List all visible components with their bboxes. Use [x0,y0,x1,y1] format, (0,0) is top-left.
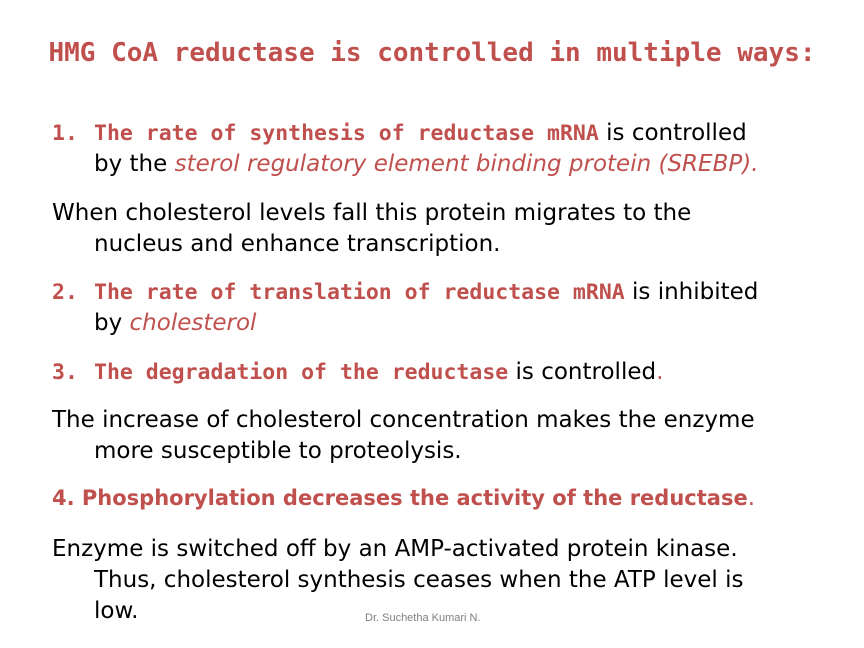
point-3-dot: . [656,359,664,385]
point-3-rest: is controlled [508,359,657,385]
point-1-number: 1. [52,121,78,146]
point-3-note [52,405,842,467]
point-4-dot: . [747,485,755,511]
point-1-note-line1: When cholesterol levels fall this protein migrates to the [52,200,692,226]
point-4 [52,483,842,514]
point-3-note-line1: The increase of cholesterol concentration makes the enzyme [52,407,755,433]
point-3-number: 3. [52,360,78,385]
point-2-rest: is inhibited [624,279,759,305]
point-1-srebp: sterol regulatory element binding protein (SREBP). [174,151,759,177]
point-1-line2-prefix: by the [94,151,175,177]
point-4-heading: 4. Phosphorylation decreases the activity of the reductase [52,486,748,510]
point-2 [52,277,842,339]
point-3-note-line2: more susceptible to proteolysis. [94,438,462,464]
point-4-note-line1: Enzyme is switched off by an AMP-activated protein kinase. [52,536,738,562]
point-1-note [52,198,842,260]
footer-author: Dr. Suchetha Kumari N. [365,612,481,624]
point-4-note-line2: Thus, cholesterol synthesis ceases when the ATP level is [94,567,744,593]
slide-title: HMG CoA reductase is controlled in multiple ways: [48,38,816,68]
point-2-number: 2. [52,280,78,305]
point-1 [52,118,842,180]
point-2-cholesterol: cholesterol [129,310,257,336]
point-4-note-line3: low. [94,598,139,624]
point-3 [52,357,842,388]
point-2-line2-prefix: by [94,310,130,336]
point-1-note-line2: nucleus and enhance transcription. [94,231,501,257]
point-1-heading: The rate of synthesis of reductase mRNA [94,121,599,146]
point-2-heading: The rate of translation of reductase mRNA [94,280,625,305]
point-3-heading: The degradation of the reductase [94,360,509,385]
point-1-rest: is controlled [598,120,747,146]
